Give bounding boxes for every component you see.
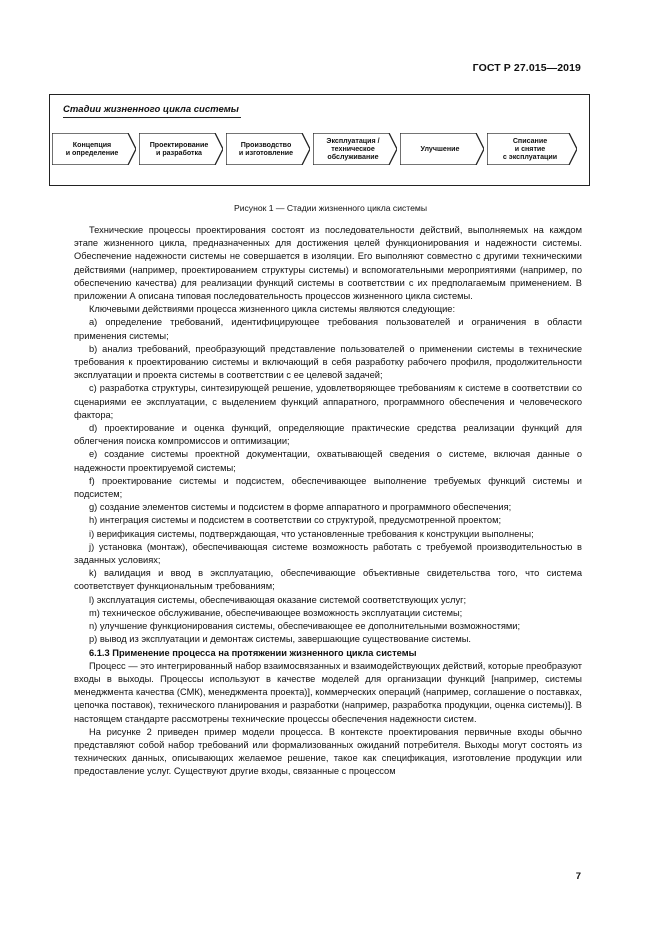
stage-arrow bbox=[226, 133, 310, 165]
list-item: c) разработка структуры, синтезирующей решение, удовлетворяющее требованиям к системе в соответствии со сценариями ее эксплуатации, с выделением функций аппаратного, программного обеспечения и человеческого фактора; bbox=[74, 383, 582, 420]
paragraph: Технические процессы проектирования состоят из последовательности действий, выполняемых на каждом этапе жизненного цикла, предназначенных для достижения целей функционирования и надежности системы. Обеспечение надежности системы не совершается в изоляции. Его выполняют совместно с другими техническими действиями (например, проектированием структуры системы) и вспомогательными мероприятиями (например, по обеспечению качества) для реализации функций системы в соответствии с их предполагаемым применением. В приложении А описана типовая последовательность процессов жизненного цикла системы. bbox=[74, 225, 582, 302]
page-number: 7 bbox=[575, 871, 581, 882]
list-item: i) верификация системы, подтверждающая, что установленные требования к конструкции выполнены; bbox=[89, 528, 534, 539]
stage-arrow bbox=[487, 133, 577, 165]
list-item: g) создание элементов системы и подсистем в форме аппаратного и программного обеспечения; bbox=[89, 502, 512, 513]
list-item: a) определение требований, идентифицирующее требования пользователей и ограничения в области применения системы; bbox=[74, 317, 582, 341]
stage-arrow bbox=[313, 133, 397, 165]
list-item: b) анализ требований, преобразующий представление пользователей о применении системы в технические требования к проектированию системы и включающий в себя разработку рабочего профиля, продолжительности эксплуатации и проекта системы в соответствии с ее целевой задачей; bbox=[74, 343, 582, 381]
paragraph: На рисунке 2 приведен пример модели процесса. В контексте проектирования первичные входы обычно представляют собой набор требований или формализованных ожиданий потребителя. Выходы могут состоять из технических данных, описывающих желаемое решение, такое как спецификация, изготовление продукции или предоставление услуг. Существуют другие входы, связанные с процессом bbox=[74, 726, 582, 777]
figure-title-underline bbox=[63, 117, 241, 118]
stage-label: Улучшение bbox=[420, 145, 460, 153]
list-item: n) улучшение функционирования системы, обеспечивающее ее дополнительными возможностями; bbox=[89, 621, 521, 632]
document-header: ГОСТ Р 27.015—2019 bbox=[472, 62, 581, 74]
list-item: j) установка (монтаж), обеспечивающая системе возможность работать с требуемой производительностью в заданных условиях; bbox=[74, 541, 582, 566]
list-item: h) интеграция системы и подсистем в соответствии со структурой, предусмотренной проектом; bbox=[89, 515, 502, 526]
stage-arrow bbox=[400, 133, 484, 165]
stage-label: Проектирование и разработка bbox=[149, 141, 209, 157]
list-item: p) вывод из эксплуатации и демонтаж системы, завершающие существование системы. bbox=[89, 634, 472, 645]
list-item: k) валидация и ввод в эксплуатацию, обеспечивающие объективные свидетельства того, что система соответствует функциональным требованиям; bbox=[74, 568, 582, 592]
list-item: e) создание системы проектной документации, охватывающей сведения о системе, включая данные о надежности проектируемой системы; bbox=[74, 449, 582, 473]
list-item: l) эксплуатация системы, обеспечивающая оказание системой соответствующих услуг; bbox=[89, 594, 467, 605]
figure-caption: Рисунок 1 — Стадии жизненного цикла системы bbox=[233, 203, 428, 213]
list-item: d) проектирование и оценка функций, определяющие практические средства реализации функций для облегчения поиска компромиссов и оптимизации; bbox=[74, 423, 582, 447]
list-item: f) проектирование системы и подсистем, обеспечивающее выполнение требуемых функций системы и подсистем; bbox=[74, 475, 582, 500]
section-heading: 6.1.3 Применение процесса на протяжении жизненного цикла системы bbox=[89, 647, 417, 658]
stage-label: Списание и снятие с эксплуатации bbox=[502, 137, 558, 161]
stage-label: Концепция и определение bbox=[65, 141, 119, 157]
stage-label: Эксплуатация / техническое обслуживание bbox=[326, 137, 380, 161]
figure-title: Стадии жизненного цикла системы bbox=[63, 104, 239, 115]
paragraph: Процесс — это интегрированный набор взаимосвязанных и взаимодействующих действий, которые преобразуют входы в выходы. Процессы используют в качестве моделей для организации функций [например, системы менеджмента качества (СМК), менеджмента проекта)], коммерческих операций (например, соглашение о поставках, цепочка поставок), технического планирования и разработки (например, разработка продукции, оценка системы)]. В настоящем стандарте рассмотрены технические процессы обеспечения надежности систем. bbox=[74, 660, 582, 724]
body-text bbox=[74, 224, 582, 779]
stage-arrow bbox=[139, 133, 223, 165]
stage-arrow bbox=[52, 133, 136, 165]
paragraph: Ключевыми действиями процесса жизненного цикла системы являются следующие: bbox=[89, 304, 456, 315]
stage-label: Производство и изготовление bbox=[238, 141, 294, 157]
list-item: m) техническое обслуживание, обеспечивающее возможность эксплуатации системы; bbox=[89, 607, 463, 618]
